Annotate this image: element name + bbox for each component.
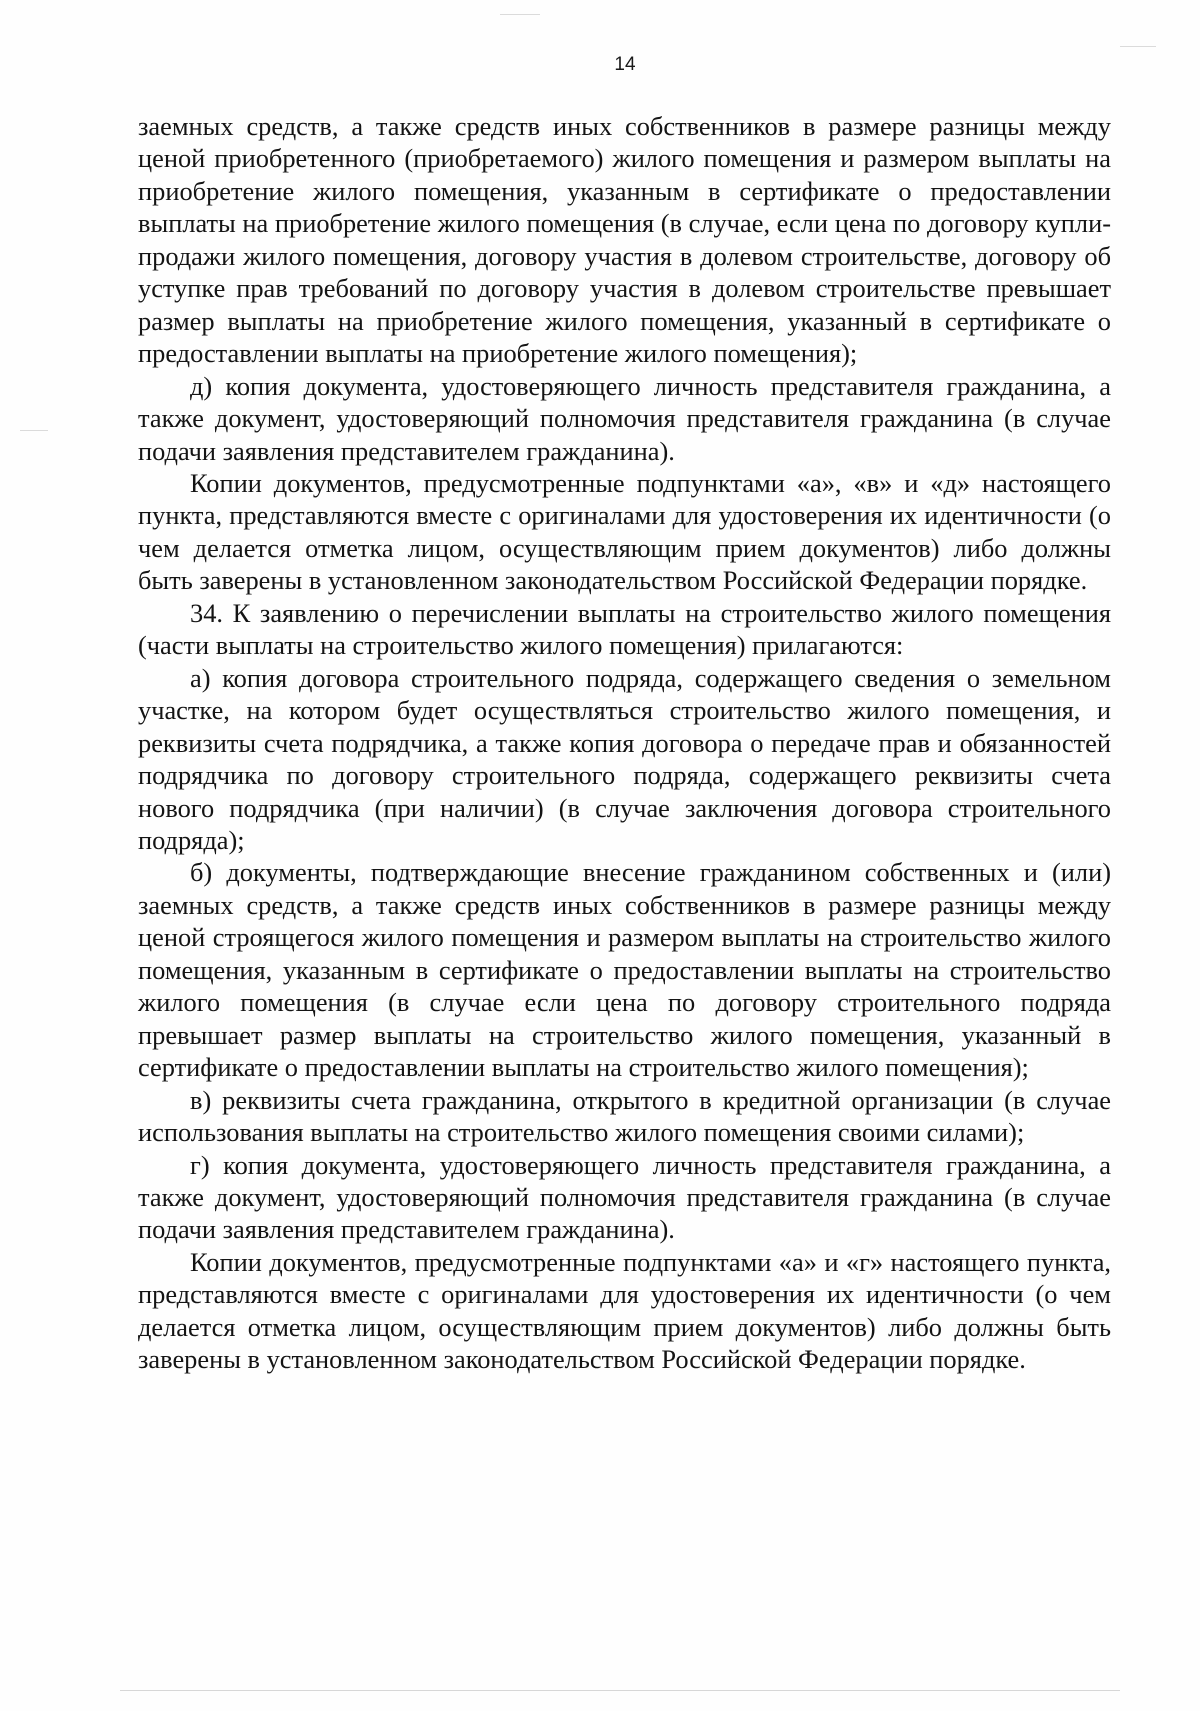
paragraph-subitem-a: а) копия договора строительного подряда, содержащего сведения о земельном участке, на котором будет осуществляться строительство жилого помещения, и реквизиты счета подрядчика, а также копия договора о передаче прав и обязанностей подрядчика по договору строительного подряда, содержащего реквизиты счета нового подрядчика (при наличии) (в случае заключения договора строительного подряда); [138,662,1111,855]
scan-artifact-right [1120,46,1156,47]
paragraph-copies-note-1: Копии документов, предусмотренные подпунктами «а», «в» и «д» настоящего пункта, представляются вместе с оригиналами для удостоверения их идентичности (о чем делается отметка лицом, осуществляющим прием документов) либо должны быть заверены в установленном законодательством Российской Федерации порядке. [138,467,1111,596]
scan-artifact-left [20,430,48,431]
paragraph-subitem-g: г) копия документа, удостоверяющего личность представителя гражданина, а также документ, удостоверяющий полномочия представителя гражданина (в случае подачи заявления представителем гражданина). [138,1149,1111,1245]
paragraph-copies-note-2: Копии документов, предусмотренные подпунктами «а» и «г» настоящего пункта, представляются вместе с оригиналами для удостоверения их идентичности (о чем делается отметка лицом, осуществляющим прием документов) либо должны быть заверены в установленном законодательством Российской Федерации порядке. [138,1246,1111,1375]
paragraph-continuation: заемных средств, а также средств иных собственников в размере разницы между ценой приобретенного (приобретаемого) жилого помещения и размером выплаты на приобретение жилого помещения, указанным в сертификате о предоставлении выплаты на приобретение жилого помещения (в случае, если цена по договору купли-продажи жилого помещения, договору участия в долевом строительстве, договору об уступке прав требований по договору участия в долевом строительстве превышает размер выплаты на приобретение жилого помещения, указанный в сертификате о предоставлении выплаты на приобретение жилого помещения); [138,111,1111,369]
page-number: 14 [614,54,636,75]
paragraph-subitem-v: в) реквизиты счета гражданина, открытого в кредитной организации (в случае использования выплаты на строительство жилого помещения своими силами); [138,1084,1111,1148]
paragraph-subitem-d: д) копия документа, удостоверяющего личность представителя гражданина, а также документ, удостоверяющий полномочия представителя гражданина (в случае подачи заявления представителем гражданина). [138,370,1111,466]
scan-artifact-bottom [120,1690,1120,1691]
paragraph-subitem-b: б) документы, подтверждающие внесение гражданином собственных и (или) заемных средств, а также средств иных собственников в размере разницы между ценой строящегося жилого помещения и размером выплаты на строительство жилого помещения, указанным в сертификате о предоставлении выплаты на строительство жилого помещения (в случае если цена по договору строительного подряда превышает размер выплаты на строительство жилого помещения, указанный в сертификате о предоставлении выплаты на строительство жилого помещения); [138,857,1111,1083]
paragraph-item-34: 34. К заявлению о перечислении выплаты на строительство жилого помещения (части выплаты на строительство жилого помещения) прилагаются: [138,597,1111,661]
scan-artifact-top [500,14,540,15]
document-body [138,110,1111,1376]
